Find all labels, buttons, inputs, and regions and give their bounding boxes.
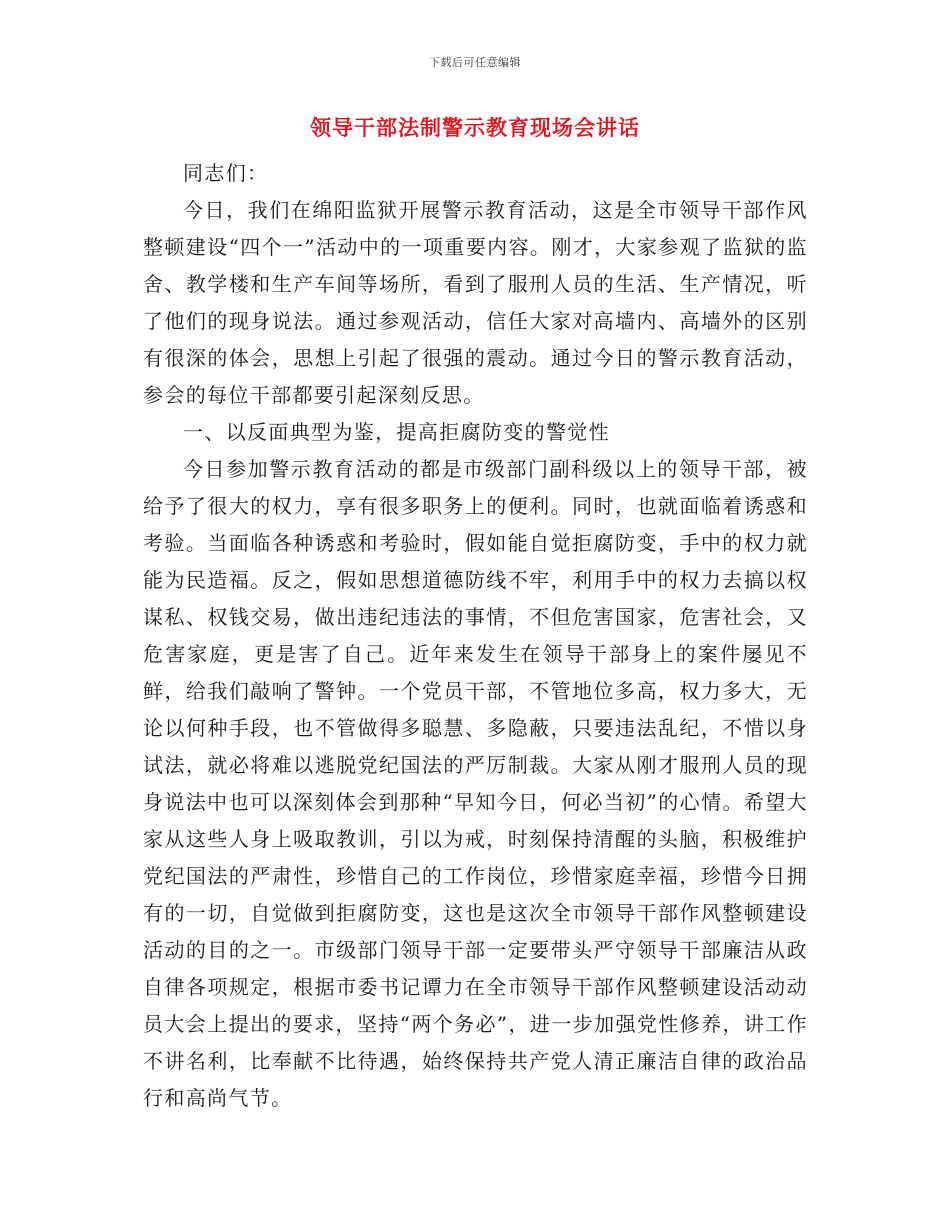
paragraph-intro: 今日，我们在绵阳监狱开展警示教育活动，这是全市领导干部作风整顿建设“四个一”活动中的一项重要内容。刚才，大家参观了监狱的监舍、教学楼和生产车间等场所，看到了服刑人员的生活、生产情况，听了他们的现身说法。通过参观活动，信任大家对高墙内、高墙外的区别有很深的体会，思想上引起了很强的震动。通过今日的警示教育活动，参会的每位干部都要引起深刻反思。 [143,198,808,407]
document-body [143,155,808,1117]
document-title: 领导干部法制警示教育现场会讲话 [310,115,640,140]
section-heading: 一、以反面典型为鉴，提高拒腐防变的警觉性 [183,420,610,444]
page-header-note: 下载后可任意编辑 [429,56,521,69]
salutation: 同志们： [183,161,269,185]
paragraph-section-1: 今日参加警示教育活动的都是市级部门副科级以上的领导干部，被给予了很大的权力，享有很多职务上的便利。同时，也就面临着诱惑和考验。当面临各种诱惑和考验时，假如能自觉拒腐防变，手中的权力就能为民造福。反之，假如思想道德防线不牢，利用手中的权力去搞以权谋私、权钱交易，做出违纪违法的事情，不但危害国家，危害社会，又危害家庭，更是害了自己。近年来发生在领导干部身上的案件屡见不鲜，给我们敲响了警钟。一个党员干部，不管地位多高，权力多大，无论以何种手段，也不管做得多聪慧、多隐蔽，只要违法乱纪，不惜以身试法，就必将难以逃脱党纪国法的严厉制裁。大家从刚才服刑人员的现身说法中也可以深刻体会到那种“早知今日，何必当初”的心情。希望大家从这些人身上吸取教训，引以为戒，时刻保持清醒的头脑，积极维护党纪国法的严肃性，珍惜自己的工作岗位，珍惜家庭幸福，珍惜今日拥有的一切，自觉做到拒腐防变，这也是这次全市领导干部作风整顿建设活动的目的之一。市级部门领导干部一定要带头严守领导干部廉洁从政自律各项规定，根据市委书记谭力在全市领导干部作风整顿建设活动动员大会上提出的要求，坚持“两个务必”，进一步加强党性修养，讲工作不讲名利，比奉献不比待遇，始终保持共产党人清正廉洁自律的政治品行和高尚气节。 [143,457,808,1110]
